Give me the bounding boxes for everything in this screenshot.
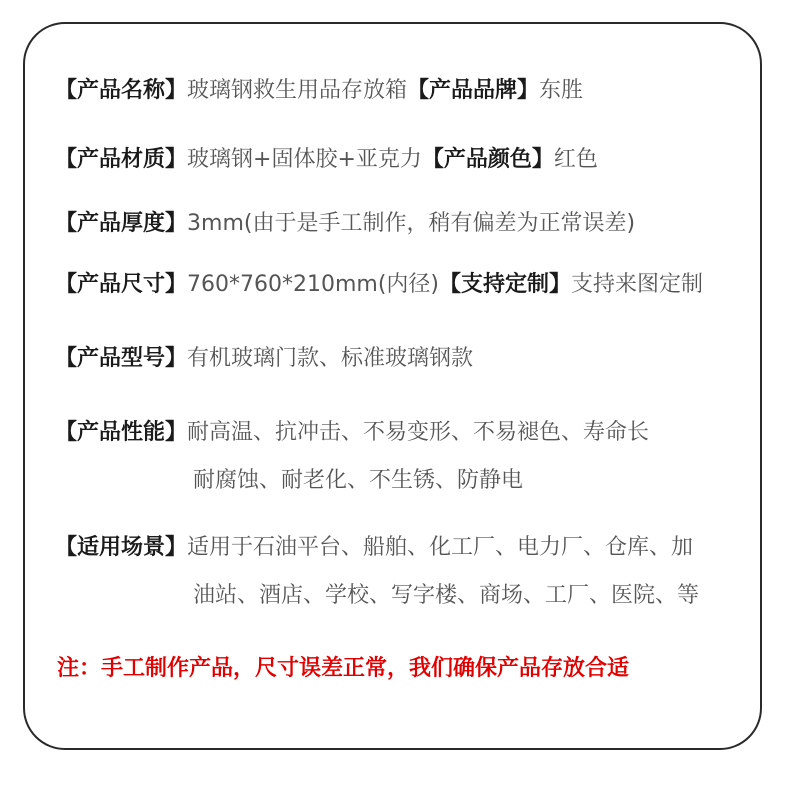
spec-label-performance: 【产品性能】 (55, 420, 188, 445)
spec-value-color: 红色 (553, 147, 598, 172)
note-warning: 注：手工制作产品，尺寸误差正常，我们确保产品存放合适 (57, 656, 630, 681)
spec-row-size (55, 270, 703, 300)
spec-card (23, 22, 762, 750)
spec-row-name (55, 76, 583, 106)
spec-value-performance-cont: 耐腐蚀、耐老化、不生锈、防静电 (193, 468, 524, 493)
spec-label-material: 【产品材质】 (55, 147, 188, 172)
spec-label-color: 【产品颜色】 (421, 147, 554, 172)
spec-value-scenario-cont: 油站、酒店、学校、写字楼、商场、工厂、医院、等 (193, 583, 700, 608)
spec-label-name: 【产品名称】 (55, 78, 188, 103)
spec-row-material (55, 145, 598, 175)
spec-value-custom: 支持来图定制 (571, 272, 704, 297)
spec-value-brand: 东胜 (539, 78, 584, 103)
spec-value-thickness: 3mm(由于是手工制作，稍有偏差为正常误差) (187, 211, 636, 236)
spec-row-scenario (55, 533, 693, 563)
spec-value-performance: 耐高温、抗冲击、不易变形、不易褪色、寿命长 (187, 420, 650, 445)
spec-label-model: 【产品型号】 (55, 346, 188, 371)
spec-value-material: 玻璃钢+固体胶+亚克力 (187, 147, 422, 172)
spec-label-custom: 【支持定制】 (439, 272, 572, 297)
spec-row-performance (55, 418, 649, 448)
spec-row-model (55, 344, 473, 374)
spec-value-name: 玻璃钢救生用品存放箱 (187, 78, 408, 103)
spec-row-thickness (55, 209, 635, 239)
spec-label-scenario: 【适用场景】 (55, 535, 188, 560)
spec-value-scenario: 适用于石油平台、船舶、化工厂、电力厂、仓库、加 (187, 535, 694, 560)
spec-label-thickness: 【产品厚度】 (55, 211, 188, 236)
spec-value-model: 有机玻璃门款、标准玻璃钢款 (187, 346, 474, 371)
spec-value-size: 760*760*210mm(内径) (187, 272, 440, 297)
spec-label-size: 【产品尺寸】 (55, 272, 188, 297)
spec-label-brand: 【产品品牌】 (407, 78, 540, 103)
